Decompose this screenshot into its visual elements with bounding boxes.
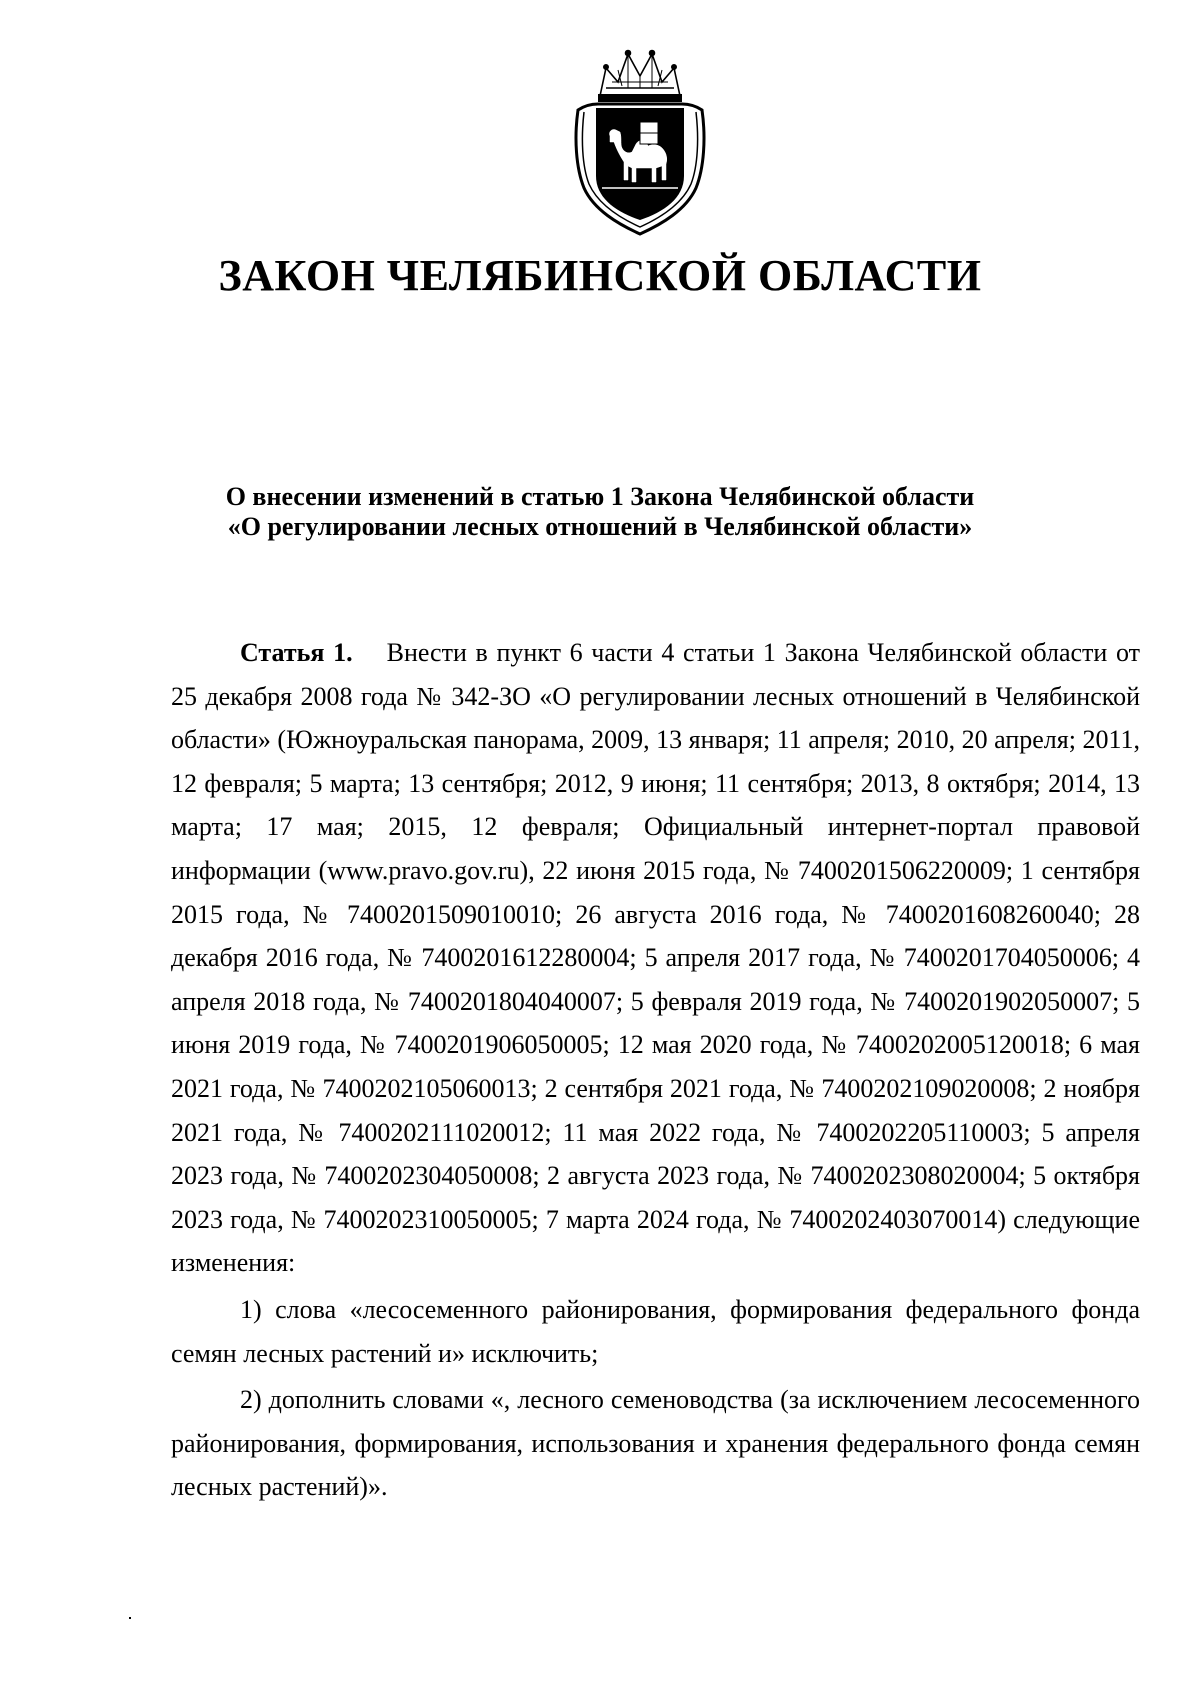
subtitle-line-1: О внесении изменений в статью 1 Закона Челябинской области (225, 482, 975, 511)
chelyabinsk-coat-of-arms-icon (570, 48, 710, 238)
law-subtitle (0, 482, 1200, 542)
subtitle-line-2: «О регулировании лесных отношений в Челябинской области» (227, 512, 973, 541)
scan-artifact-dot (129, 1617, 131, 1619)
amendment-item-1: 1) слова «лесосеменного районирования, формирования федерального фонда семян лесных растений и» исключить; (171, 1294, 1140, 1368)
amendment-item-2: 2) дополнить словами «, лесного семеноводства (за исключением лесосеменного районирования, формирования, использования и хранения федерального фонда семян лесных растений)». (171, 1385, 1140, 1502)
article-body (171, 631, 1140, 1512)
article-intro-paragraph (171, 631, 1140, 1285)
article-label: Статья 1. (240, 638, 353, 667)
law-title: ЗАКОН ЧЕЛЯБИНСКОЙ ОБЛАСТИ (218, 251, 982, 300)
article-intro-text: Внести в пункт 6 части 4 статьи 1 Закона Челябинской области от 25 декабря 2008 года № 342-ЗО «О регулировании лесных отношений в Челябинской области» (Южноуральская панорама, 2009, 13 января; 11 апреля; 2010, 20 апреля; 2011, 12 февраля; 5 марта; 13 сентября; 2012, 9 июня; 11 сентября; 2013, 8 октября; 2014, 13 марта; 17 мая; 2015, 12 февраля; Официальный интернет-портал правовой информации (www.pravo.gov.ru), 22 июня 2015 года, № 7400201506220009; 1 сентября 2015 года, № 7400201509010010; 26 августа 2016 года, № 7400201608260040; 28 декабря 2016 года, № 7400201612280004; 5 апреля 2017 года, № 7400201704050006; 4 апреля 2018 года, № 7400201804040007; 5 февраля 2019 года, № 7400201902050007; 5 июня 2019 года, № 7400201906050005; 12 мая 2020 года, № 7400202005120018; 6 мая 2021 года, № 7400202105060013; 2 сентября 2021 года, № 7400202109020008; 2 ноября 2021 года, № 7400202111020012; 11 мая 2022 года, № 7400202205110003; 5 апреля 2023 года, № 7400202304050008; 2 августа 2023 года, № 7400202308020004; 5 октября 2023 года, № 7400202310050005; 7 марта 2024 года, № 7400202403070014) следующие изменения: (171, 638, 1141, 1278)
